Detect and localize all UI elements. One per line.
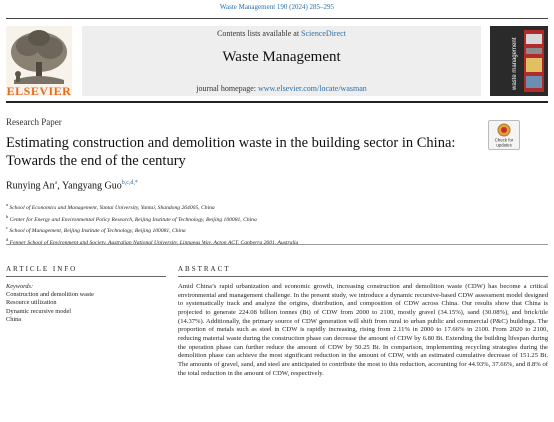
journal-name: Waste Management — [222, 49, 341, 65]
author-list — [6, 180, 138, 191]
affiliation-text: School of Economics and Management, Yantai University, Yantai, Shandong 264005, China — [9, 204, 215, 211]
keyword-item: Construction and demolition waste — [6, 291, 94, 299]
author-separator: , — [57, 180, 62, 192]
affiliation-list — [6, 201, 546, 248]
affiliation-text: Fenner School of Environment and Society, Australian National University, Linnaeus Way, Acton ACT, Canberra 2601, Australia — [9, 239, 299, 246]
article-info-heading: ARTICLE INFO — [6, 265, 78, 273]
badge-line-2: updates — [496, 142, 512, 148]
badge-line-1: Check for — [494, 137, 514, 143]
affiliation-item — [6, 236, 546, 248]
abstract-rule — [178, 276, 548, 277]
contents-prefix: Contents lists available at — [217, 29, 302, 38]
affiliation-mark: b — [6, 213, 9, 219]
author-name[interactable]: Runying An — [6, 180, 55, 192]
keyword-item: China — [6, 315, 22, 323]
article-info-rule — [6, 276, 166, 277]
author-affiliation-mark[interactable]: a — [54, 180, 58, 186]
journal-homepage-line — [82, 84, 481, 93]
article-title: Estimating construction and demolition waste in the building sector in China: Towards the end of the century — [6, 135, 456, 169]
keywords-label: Keywords: — [6, 283, 34, 290]
affiliation-divider — [6, 244, 548, 245]
check-for-updates-badge[interactable] — [488, 120, 520, 150]
author-name[interactable]: Yangyang Guo — [61, 180, 122, 192]
elsevier-wordmark: ELSEVIER — [6, 84, 72, 98]
citation-line[interactable]: Waste Management 190 (2024) 285–295 — [219, 3, 335, 11]
cover-title: waste management — [512, 37, 518, 90]
journal-cover-thumbnail[interactable] — [490, 26, 548, 96]
keywords-block — [6, 283, 166, 324]
affiliation-item — [6, 213, 546, 225]
affiliation-item — [6, 201, 546, 213]
affiliation-text: Center for Energy and Environmental Policy Research, Beijing Institute of Technology, Beijing 100081, China — [9, 216, 257, 223]
homepage-prefix: journal homepage: — [196, 84, 258, 93]
keyword-item: Dynamic recursive model — [6, 307, 72, 315]
article-type: Research Paper — [6, 117, 62, 127]
top-divider — [6, 18, 548, 19]
affiliation-mark: a — [6, 202, 8, 207]
sciencedirect-link[interactable]: ScienceDirect — [301, 29, 346, 38]
author-affiliation-mark[interactable]: b,c,d,* — [121, 180, 138, 186]
homepage-link[interactable]: www.elsevier.com/locate/wasman — [257, 84, 367, 93]
header-divider — [6, 101, 548, 103]
affiliation-item — [6, 224, 546, 236]
affiliation-mark: d — [6, 236, 9, 242]
abstract-text: Amid China’s rapid urbanization and economic growth, increasing construction and demolition waste (CDW) has become a critical environmental and management challenge. In the present study, we introduce a dynamic recursive-based CDW assessment model designed to systematically track and analyze the origins, distribution, and composition of CDW across China. Our results show that China is projected to generate 224.08 billion tonnes (Bt) of CDW from 2000 to 2100, mostly gravel (34.15%), sand (30.08%), and brick/tile (14.37%). Additionally, the primary source of CDW generation will shift from rural to urban public and commercial (P&C) buildings. The proportion of metals such as steel in CDW is rapidly increasing, rising from 2.11% in 2000 to 17.66% in 2100. From 2020 to 2100, reducing material waste during the construction phase can decrease the amount of CDW by 6.80 Bt. Extending the building lifespan during the operation phase can further reduce the amount of CDW by 50.25 Bt. In comparison, implementing recycling strategies during the demolition phase can achieve the most significant reduction in the amount of CDW, with an estimated cumulative decrease of 151.25 Bt. The amounts of gravel, sand, and steel are anticipated to contribute the most to this reduction, accounting for 44.93%, 37.66%, and 8.8% of the total reduction in the amount of CDW, respectively. — [178, 283, 548, 377]
affiliation-text: School of Management, Beijing Institute of Technology, Beijing 100081, China — [9, 228, 186, 235]
contents-line — [82, 29, 481, 38]
affiliation-mark: c — [6, 225, 8, 231]
abstract-heading: ABSTRACT — [178, 265, 231, 273]
keyword-item: Resource utilization — [6, 299, 57, 307]
